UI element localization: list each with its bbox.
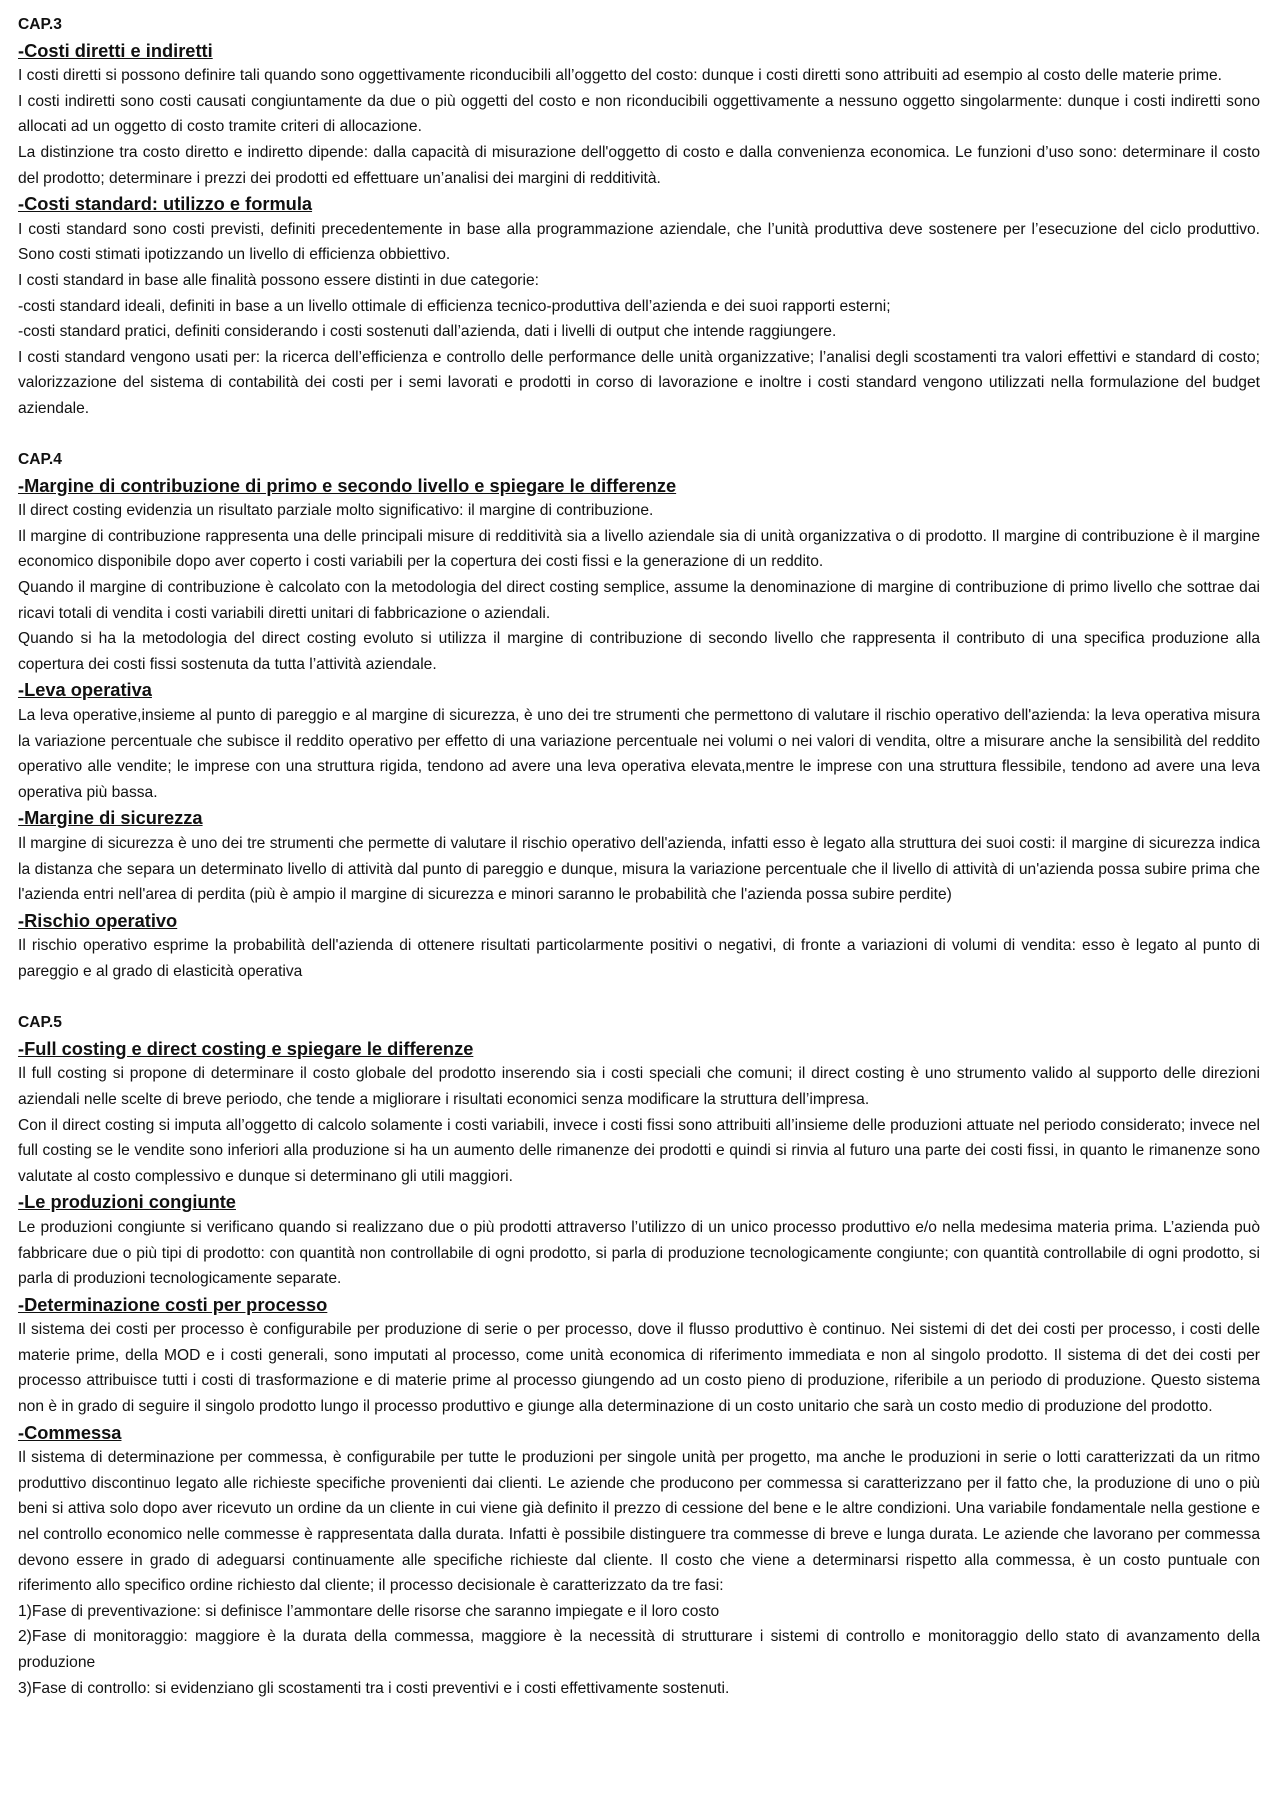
paragraph: I costi indiretti sono costi causati congiuntamente da due o più oggetti del costo e non riconducibili oggettivamente a nessuno oggetto singolarmente: dunque i costi indiretti sono allocati ad un oggetto di costo tramite criteri di allocazione. [18, 92, 1260, 136]
section-heading: -Leva operativa [18, 679, 152, 701]
paragraph: Il direct costing evidenzia un risultato parziale molto significativo: il margine di contribuzione. [18, 502, 654, 520]
paragraph: -costi standard pratici, definiti considerando i costi sostenuti dall’azienda, dati i livelli di output che intende raggiungere. [18, 323, 837, 341]
chapter-spacer [18, 422, 1260, 448]
paragraph: Il full costing si propone di determinare il costo globale del prodotto inserendo sia i costi speciali che comuni; il direct costing è uno strumento valido al supporto delle direzioni aziendali nelle scelte di breve periodo, che tende a migliorare i risultati economici senza modificare la struttura dell’impresa. [18, 1065, 1260, 1108]
paragraph: 1)Fase di preventivazione: si definisce l’ammontare delle risorse che saranno impiegate e il loro costo [18, 1602, 720, 1620]
paragraph: I costi standard sono costi previsti, definiti precedentemente in base alla programmazione aziendale, che l’unità produttiva deve sostenere per l’esecuzione del ciclo produttivo. Sono costi stimati ipotizzando un livello di efficienza obbiettivo. [18, 220, 1260, 264]
paragraph: Il margine di contribuzione rappresenta una delle principali misure di redditività sia a livello aziendale sia di unità organizzativa o di prodotto. Il margine di contribuzione è il margine economico disponibile dopo aver coperto i costi variabili per la copertura dei costi fissi e la generazione di un reddito. [18, 527, 1260, 571]
paragraph: Le produzioni congiunte si verificano quando si realizzano due o più prodotti attraverso l’utilizzo di un unico processo produttivo e/o nella medesima materia prima. L’azienda può fabbricare due o più tipi di prodotto: con quantità non controllabile di ogni prodotto, si parla di produzione tecnologicamente congiunte; con quantità controllabile di ogni prodotto, si parla di produzioni tecnologicamente separate. [18, 1218, 1260, 1288]
paragraph: Il rischio operativo esprime la probabilità dell'azienda di ottenere risultati particolarmente positivi o negativi, di fronte a variazioni di volumi di vendita: esso è legato al punto di pareggio e al grado di elasticità operativa [18, 937, 1260, 980]
paragraph: Quando si ha la metodologia del direct costing evoluto si utilizza il margine di contribuzione di secondo livello che rappresenta il contributo di una specifica produzione alla copertura dei costi fissi sostenuta da tutta l’attività aziendale. [18, 630, 1260, 673]
paragraph: I costi diretti si possono definire tali quando sono oggettivamente riconducibili all’oggetto del costo: dunque i costi diretti sono attribuiti ad esempio al costo delle materie prime. [18, 67, 1222, 85]
section-heading: -Costi standard: utilizzo e formula [18, 193, 313, 215]
paragraph: Il sistema dei costi per processo è configurabile per produzione di serie o per processo, dove il flusso produttivo è continuo. Nei sistemi di det dei costi per processo, i costi delle materie prime, della MOD e i costi generali, sono imputati al processo, come unità economica di riferimento immediata e non al singolo prodotto. Il sistema di det dei costi per processo attribuisce tutti i costi di trasformazione e di materie prime al processo giungendo ad un costo pieno di produzione, riferibile a un periodo di produzione. Questo sistema non è in grado di seguire il singolo prodotto lungo il processo produttivo e giunge alla determinazione di un costo unitario che sarà un costo medio di produzione del prodotto. [18, 1321, 1260, 1416]
section-heading: -Margine di contribuzione di primo e secondo livello e spiegare le differenze [18, 474, 677, 496]
section-heading: -Determinazione costi per processo [18, 1293, 328, 1315]
paragraph: 3)Fase di controllo: si evidenziano gli scostamenti tra i costi preventivi e i costi effettivamente sostenuti. [18, 1679, 730, 1697]
paragraph: I costi standard vengono usati per: la ricerca dell’efficienza e controllo delle performance delle unità organizzative; l’analisi degli scostamenti tra valori effettivi e standard di costo; valorizzazione del sistema di contabilità dei costi per i semi lavorati e prodotti in corso di lavorazione e inoltre i costi standard vengono utilizzati nella formulazione del budget aziendale. [18, 348, 1260, 417]
section-heading: -Full costing e direct costing e spiegare le differenze [18, 1037, 474, 1059]
paragraph: Il margine di sicurezza è uno dei tre strumenti che permette di valutare il rischio operativo dell'azienda, infatti esso è legato alla struttura dei suoi costi: il margine di sicurezza indica la distanza che separa un determinato livello di attività dal punto di pareggio e dunque, misura la variazione percentuale che il livello di attività di un'azienda possa subire prima che l'azienda entri nell'area di perdita (più è ampio il margine di sicurezza e minori saranno le probabilità che l'azienda possa subire perdite) [18, 835, 1260, 904]
section-heading: -Commessa [18, 1421, 122, 1443]
section-heading: -Rischio operativo [18, 909, 178, 931]
chapter-title: CAP.4 [18, 451, 62, 469]
section-heading: -Margine di sicurezza [18, 807, 203, 829]
section-heading: -Le produzioni congiunte [18, 1191, 236, 1213]
chapter-title: CAP.5 [18, 1014, 62, 1032]
paragraph: La distinzione tra costo diretto e indiretto dipende: dalla capacità di misurazione dell'oggetto di costo e dalla convenienza economica. Le funzioni d’uso sono: determinare il costo del prodotto; determinare i prezzi dei prodotti ed effettuare un’analisi dei margini di redditività. [18, 143, 1260, 187]
paragraph: 2)Fase di monitoraggio: maggiore è la durata della commessa, maggiore è la necessità di strutturare i sistemi di controllo e monitoraggio dello stato di avanzamento della produzione [18, 1628, 1260, 1671]
paragraph: Con il direct costing si imputa all’oggetto di calcolo solamente i costi variabili, invece i costi fissi sono attribuiti all’insieme delle produzioni attuate nel periodo considerato; invece nel full costing se le vendite sono inferiori alla produzione si ha un aumento delle rimanenze dei prodotti e quindi si rinvia al futuro una parte dei costi fissi, in quanto le rimanenze sono valutate al costo complessivo e dunque si determinano gli utili maggiori. [18, 1116, 1260, 1185]
chapter-title: CAP.3 [18, 16, 62, 33]
paragraph: -costi standard ideali, definiti in base a un livello ottimale di efficienza tecnico-produttiva dell’azienda e dei suoi rapporti esterni; [18, 297, 891, 315]
paragraph: Il sistema di determinazione per commessa, è configurabile per tutte le produzioni per singole unità per progetto, ma anche le produzioni in serie o lotti caratterizzati da un ritmo produttivo discontinuo legato alle richieste specifiche provenienti dai clienti. Le aziende che producono per commessa si caratterizzano per il fatto che, la produzione di uno o più beni si attiva solo dopo aver ricevuto un ordine da un cliente in cui viene già definito il prezzo di cessione del bene e le altre condizioni. Una variabile fondamentale nella gestione e nel controllo economico nelle commesse è rappresentata dalla durata. Infatti è possibile distinguere tra commesse di breve e lunga durata. Le aziende che lavorano per commessa devono essere in grado di adeguarsi continuamente alle specifiche richieste dal cliente. Il costo che viene a determinarsi rispetto alla commessa, è un costo puntuale con riferimento allo specifico ordine richiesto dal cliente; il processo decisionale è caratterizzato da tre fasi: [18, 1449, 1260, 1595]
paragraph: Quando il margine di contribuzione è calcolato con la metodologia del direct costing semplice, assume la denominazione di margine di contribuzione di primo livello che sottrae dai ricavi totali di vendita i costi variabili diretti unitari di fabbricazione o aziendali. [18, 579, 1260, 622]
chapter-spacer [18, 985, 1260, 1011]
paragraph: I costi standard in base alle finalità possono essere distinti in due categorie: [18, 271, 539, 289]
paragraph: La leva operative,insieme al punto di pareggio e al margine di sicurezza, è uno dei tre strumenti che permettono di valutare il rischio operativo dell'azienda: la leva operativa misura la variazione percentuale che subisce il reddito operativo per effetto di una variazione percentuale nei volumi o nei valori di vendita, oltre a misurare anche la sensibilità del reddito operativo alle vendite; le imprese con una struttura rigida, tendono ad avere una leva operativa elevata,mentre le imprese con una struttura flessibile, tendono ad avere una leva operativa più bassa. [18, 707, 1260, 801]
section-heading: -Costi diretti e indiretti [18, 39, 213, 61]
